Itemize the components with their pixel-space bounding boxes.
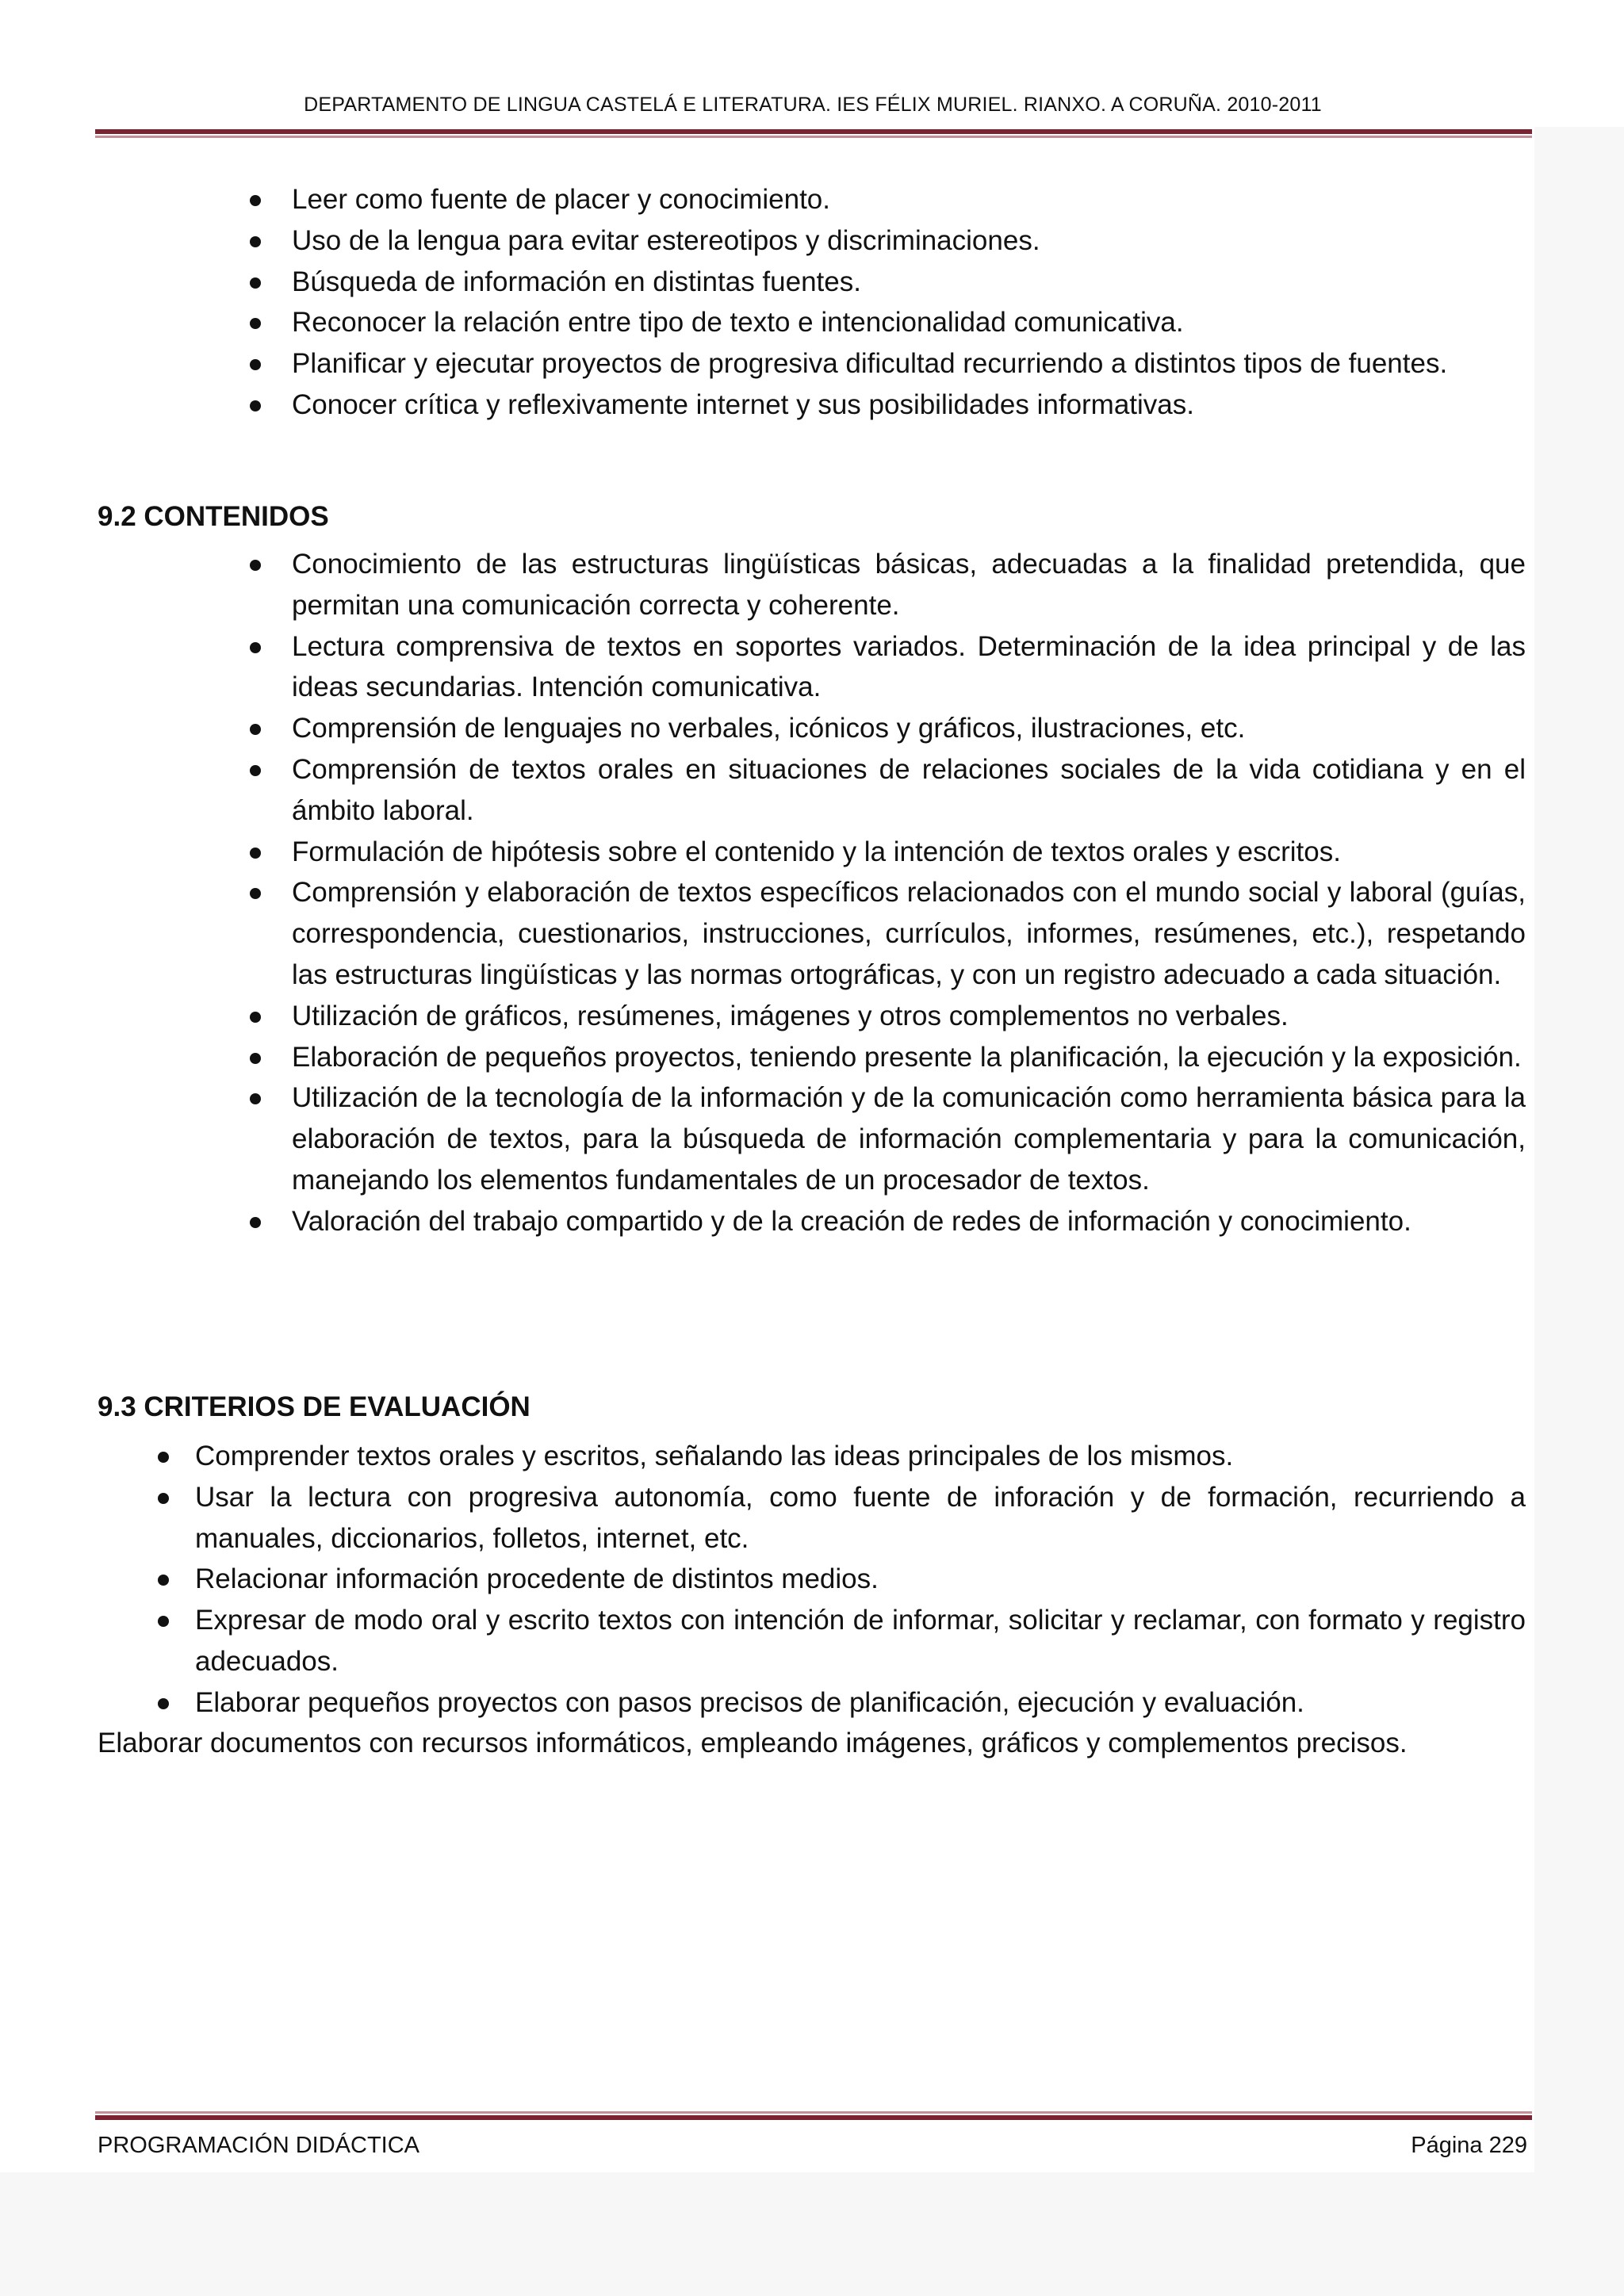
- list-item: Elaborar pequeños proyectos con pasos precisos de planificación, ejecución y evaluación.: [195, 1682, 1526, 1724]
- list-item: Utilización de gráficos, resúmenes, imágenes y otros complementos no verbales.: [292, 996, 1526, 1037]
- bullet-icon: [250, 765, 261, 776]
- bullet-icon: [250, 1012, 261, 1023]
- list-item: Planificar y ejecutar proyectos de progresiva dificultad recurriendo a distintos tipos de fuentes.: [292, 343, 1526, 385]
- header-rule-thick: [95, 129, 1532, 134]
- bullet-icon: [250, 318, 261, 329]
- header-rule-thin: [95, 136, 1532, 138]
- footer-rule-thick: [95, 2115, 1532, 2120]
- bullet-icon: [250, 1217, 261, 1228]
- bullet-icon: [250, 195, 261, 206]
- list-item: Conocer crítica y reflexivamente internet y sus posibilidades informativas.: [292, 385, 1526, 426]
- contenidos-bullet-list: [292, 544, 1526, 1242]
- list-item: Lectura comprensiva de textos en soportes variados. Determinación de la idea principal y de las ideas secundarias. Intención comunicativa.: [292, 626, 1526, 709]
- list-item: Búsqueda de información en distintas fuentes.: [292, 262, 1526, 303]
- bullet-icon: [250, 400, 261, 411]
- bullet-icon: [158, 1493, 169, 1504]
- list-item: Relacionar información procedente de distintos medios.: [195, 1559, 1526, 1600]
- page-edge-shade-bottom: [0, 2172, 1624, 2296]
- bullet-icon: [250, 1093, 261, 1104]
- bullet-icon: [250, 236, 261, 247]
- list-item: Expresar de modo oral y escrito textos con intención de informar, solicitar y reclamar, con formato y registro adecuados.: [195, 1600, 1526, 1682]
- criterios-closing-paragraph: Elaborar documentos con recursos informáticos, empleando imágenes, gráficos y complementos precisos.: [98, 1728, 1408, 1758]
- section-heading-contenidos: 9.2 CONTENIDOS: [98, 501, 329, 532]
- bullet-icon: [158, 1616, 169, 1627]
- list-item: Comprensión de textos orales en situaciones de relaciones sociales de la vida cotidiana y en el ámbito laboral.: [292, 749, 1526, 832]
- list-item: Utilización de la tecnología de la información y de la comunicación como herramienta básica para la elaboración de textos, para la búsqueda de información complementaria y para la comunicación, manejando los elementos fundamentales de un procesador de textos.: [292, 1077, 1526, 1200]
- list-item: Elaboración de pequeños proyectos, teniendo presente la planificación, la ejecución y la exposición.: [292, 1037, 1526, 1078]
- bullet-icon: [158, 1698, 169, 1709]
- bullet-icon: [250, 642, 261, 653]
- bullet-icon: [158, 1575, 169, 1586]
- section-heading-criterios: 9.3 CRITERIOS DE EVALUACIÓN: [98, 1391, 530, 1422]
- bullet-icon: [250, 359, 261, 370]
- list-item: Comprensión de lenguajes no verbales, icónicos y gráficos, ilustraciones, etc.: [292, 708, 1526, 749]
- criterios-bullet-list: [195, 1436, 1526, 1724]
- footer-page-number: Página 229: [1411, 2133, 1527, 2158]
- intro-bullet-list: [292, 179, 1526, 426]
- bullet-icon: [250, 560, 261, 571]
- bullet-icon: [250, 888, 261, 899]
- list-item: Formulación de hipótesis sobre el contenido y la intención de textos orales y escritos.: [292, 832, 1526, 873]
- list-item: Conocimiento de las estructuras lingüísticas básicas, adecuadas a la finalidad pretendida, que permitan una comunicación correcta y coherente.: [292, 544, 1526, 626]
- list-item: Uso de la lengua para evitar estereotipos y discriminaciones.: [292, 220, 1526, 262]
- list-item: Reconocer la relación entre tipo de texto e intencionalidad comunicativa.: [292, 302, 1526, 343]
- list-item: Comprensión y elaboración de textos específicos relacionados con el mundo social y laboral (guías, correspondencia, cuestionarios, instrucciones, currículos, informes, resúmenes, etc.), respetando las estructuras lingüísticas y las normas ortográficas, y con un registro adecuado a cada situación.: [292, 872, 1526, 995]
- bullet-icon: [158, 1452, 169, 1463]
- list-item: Usar la lectura con progresiva autonomía, como fuente de inforación y de formación, recurriendo a manuales, diccionarios, folletos, internet, etc.: [195, 1477, 1526, 1559]
- list-item: Leer como fuente de placer y conocimiento.: [292, 179, 1526, 220]
- list-item: Comprender textos orales y escritos, señalando las ideas principales de los mismos.: [195, 1436, 1526, 1477]
- bullet-icon: [250, 724, 261, 735]
- footer-document-title: PROGRAMACIÓN DIDÁCTICA: [98, 2133, 420, 2158]
- page-header-title: DEPARTAMENTO DE LINGUA CASTELÁ E LITERATURA. IES FÉLIX MURIEL. RIANXO. A CORUÑA. 2010-2011: [304, 94, 1322, 116]
- page-edge-shade-right: [1534, 127, 1624, 2296]
- bullet-icon: [250, 1053, 261, 1064]
- bullet-icon: [250, 277, 261, 289]
- bullet-icon: [250, 848, 261, 859]
- footer-rule-thin: [95, 2111, 1532, 2114]
- list-item: Valoración del trabajo compartido y de la creación de redes de información y conocimiento.: [292, 1201, 1526, 1242]
